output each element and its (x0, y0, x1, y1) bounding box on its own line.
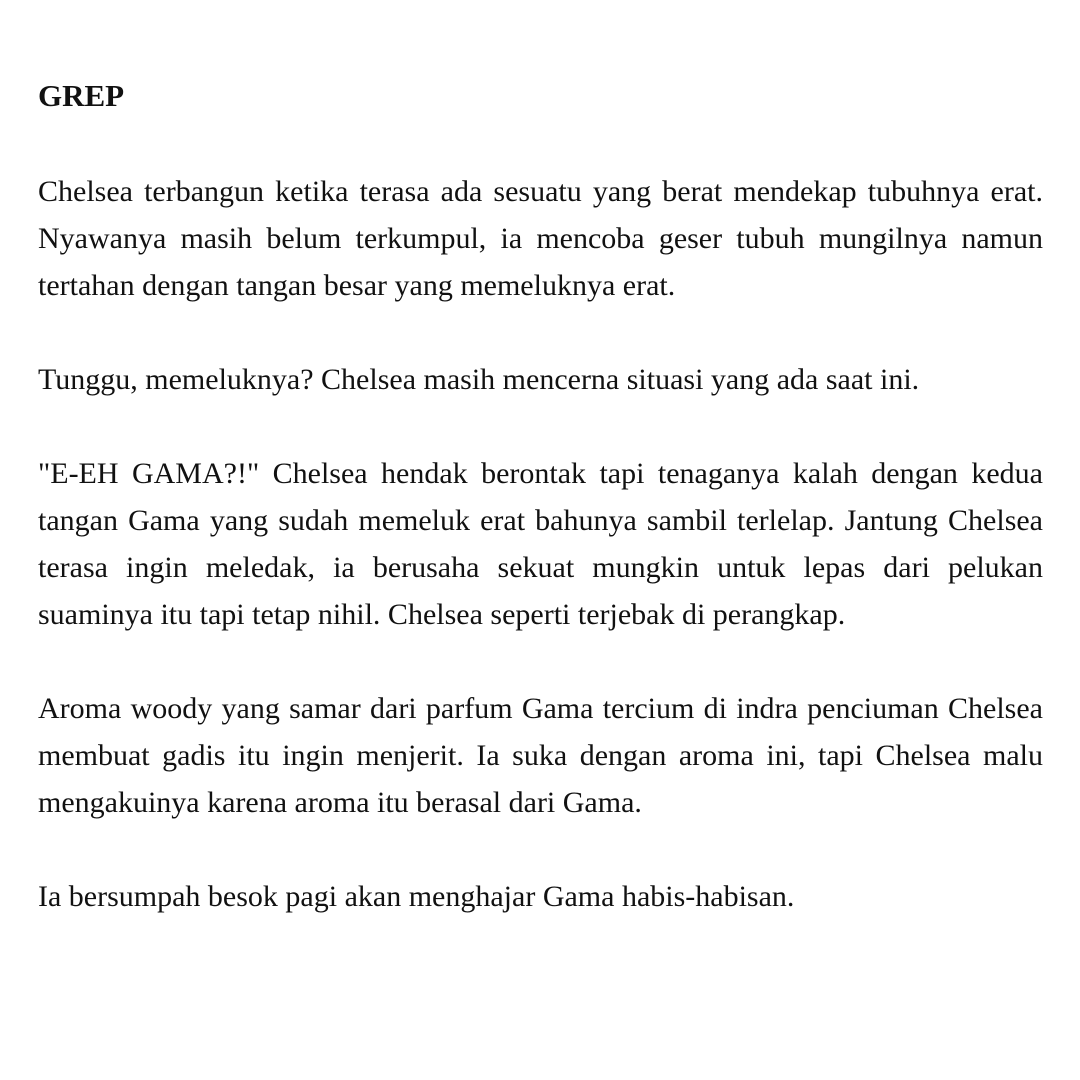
story-page (38, 74, 1043, 920)
story-paragraph-4: Aroma woody yang samar dari parfum Gama tercium di indra penciuman Chelsea membuat gadis itu ingin menjerit. Ia suka dengan aroma ini, tapi Chelsea malu mengakuinya karena aroma itu berasal dari Gama. (38, 692, 1043, 819)
story-paragraph-1: Chelsea terbangun ketika terasa ada sesuatu yang berat mendekap tubuhnya erat. Nyawanya masih belum terkumpul, ia mencoba geser tubuh mungilnya namun tertahan dengan tangan besar yang memeluknya erat. (38, 175, 1043, 302)
story-paragraph-5: Ia bersumpah besok pagi akan menghajar Gama habis-habisan. (38, 880, 795, 913)
story-paragraph-3: "E-EH GAMA?!" Chelsea hendak berontak tapi tenaganya kalah dengan kedua tangan Gama yang sudah memeluk erat bahunya sambil terlelap. Jantung Chelsea terasa ingin meledak, ia berusaha sekuat mungkin untuk lepas dari pelukan suaminya itu tapi tetap nihil. Chelsea seperti terjebak di perangkap. (38, 457, 1043, 631)
story-title: GREP (38, 78, 125, 113)
story-paragraph-2: Tunggu, memeluknya? Chelsea masih mencerna situasi yang ada saat ini. (38, 363, 920, 396)
